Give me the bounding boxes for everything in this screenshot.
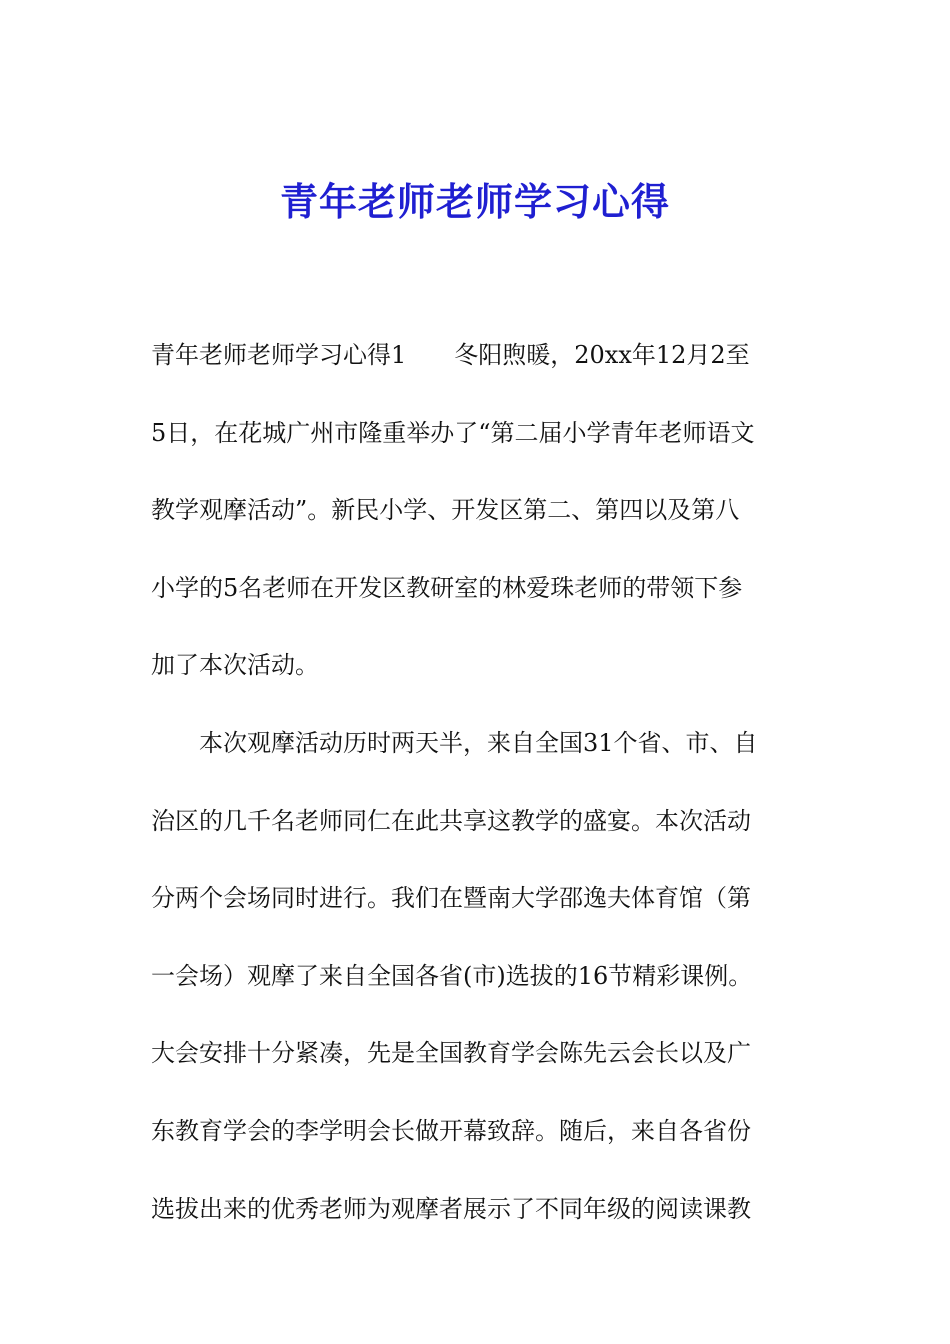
text-line: 加了本次活动。 <box>151 651 319 680</box>
text-line: 本次观摩活动历时两天半，来自全国31个省、市、自 <box>151 728 758 757</box>
text-line: 教学观摩活动”。新民小学、开发区第二、第四以及第八 <box>151 496 740 525</box>
document-body <box>151 325 801 1256</box>
text-line: 青年老师老师学习心得1 冬阳煦暖，20xx年12月2至 <box>151 341 750 369</box>
text-line: 5日，在花城广州市隆重举办了“第二届小学青年老师语文 <box>151 418 755 447</box>
text-line: 选拔出来的优秀老师为观摩者展示了不同年级的阅读课教 <box>151 1194 751 1223</box>
text-line: 大会安排十分紧凑，先是全国教育学会陈先云会长以及广 <box>151 1039 751 1068</box>
text-line: 小学的5名老师在开发区教研室的林爱珠老师的带领下参 <box>151 573 743 602</box>
document-title: 青年老师老师学习心得 <box>279 179 670 224</box>
text-line: 东教育学会的李学明会长做开幕致辞。随后，来自各省份 <box>151 1116 751 1145</box>
text-line: 治区的几千名老师同仁在此共享这教学的盛宴。本次活动 <box>151 806 751 835</box>
text-line: 一会场）观摩了来自全国各省(市)选拔的16节精彩课例。 <box>151 961 753 990</box>
text-line: 分两个会场同时进行。我们在暨南大学邵逸夫体育馆（第 <box>151 884 751 913</box>
